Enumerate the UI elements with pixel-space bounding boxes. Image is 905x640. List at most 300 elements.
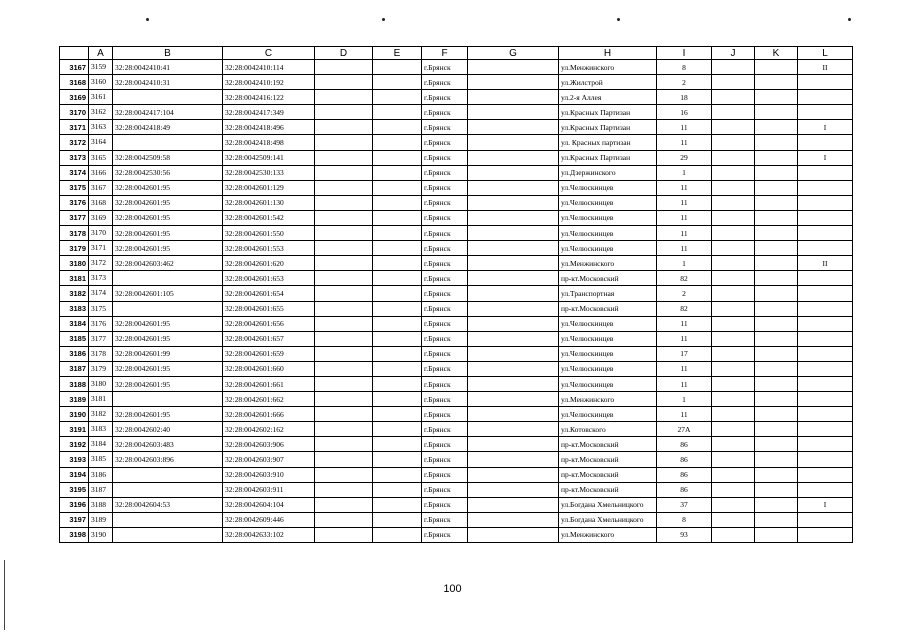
cell-i: 29 (657, 150, 712, 165)
cell-b: 32:28:0042601:95 (113, 316, 223, 331)
cell-l: I (798, 497, 853, 512)
cell-i: 11 (657, 361, 712, 376)
cell-j (712, 467, 755, 482)
cell-a: 3162 (89, 105, 113, 120)
cell-i: 1 (657, 392, 712, 407)
table-row (60, 376, 853, 391)
cell-h: ул.Челюскинцев (559, 376, 657, 391)
cell-a: 3170 (89, 226, 113, 241)
cell-b: 32:28:0042601:95 (113, 361, 223, 376)
cell-c: 32:28:0042601:662 (223, 392, 315, 407)
cell-g (468, 165, 559, 180)
cell-e (373, 407, 422, 422)
cell-a: 3161 (89, 90, 113, 105)
cell-h: ул.Менжинского (559, 527, 657, 542)
cell-a: 3190 (89, 527, 113, 542)
cell-f: г.Брянск (422, 180, 468, 195)
cell-a: 3167 (89, 180, 113, 195)
row-number: 3170 (60, 105, 89, 120)
cell-k (755, 361, 798, 376)
cell-b: 32:28:0042603:896 (113, 452, 223, 467)
row-number: 3177 (60, 210, 89, 225)
cell-h: ул.Жилстрой (559, 75, 657, 90)
cell-b: 32:28:0042601:95 (113, 241, 223, 256)
cell-d (315, 422, 373, 437)
row-number: 3185 (60, 331, 89, 346)
cell-g (468, 316, 559, 331)
cell-g (468, 467, 559, 482)
cell-e (373, 301, 422, 316)
cell-k (755, 452, 798, 467)
cell-d (315, 150, 373, 165)
row-number: 3188 (60, 376, 89, 391)
cell-j (712, 301, 755, 316)
cell-g (468, 497, 559, 512)
cell-b: 32:28:0042601:105 (113, 286, 223, 301)
table-row (60, 90, 853, 105)
cell-a: 3169 (89, 210, 113, 225)
cell-a: 3173 (89, 271, 113, 286)
cell-b: 32:28:0042530:56 (113, 165, 223, 180)
cell-i: 2 (657, 286, 712, 301)
cell-i: 27А (657, 422, 712, 437)
cell-d (315, 482, 373, 497)
cell-e (373, 392, 422, 407)
cell-c: 32:28:0042418:498 (223, 135, 315, 150)
cell-j (712, 180, 755, 195)
cell-h: ул.Богдана Хмельницкого (559, 512, 657, 527)
row-number: 3186 (60, 346, 89, 361)
cell-f: г.Брянск (422, 60, 468, 75)
cell-j (712, 392, 755, 407)
cell-f: г.Брянск (422, 361, 468, 376)
column-header: G (468, 47, 559, 60)
row-number: 3196 (60, 497, 89, 512)
cell-l (798, 180, 853, 195)
cell-a: 3187 (89, 482, 113, 497)
cell-d (315, 120, 373, 135)
cell-g (468, 512, 559, 527)
cell-g (468, 90, 559, 105)
cell-f: г.Брянск (422, 392, 468, 407)
cell-j (712, 120, 755, 135)
cell-h: ул.Челюскинцев (559, 180, 657, 195)
cell-b: 32:28:0042601:95 (113, 180, 223, 195)
cell-h: ул.Транспортная (559, 286, 657, 301)
row-number: 3169 (60, 90, 89, 105)
cell-b (113, 392, 223, 407)
cell-k (755, 120, 798, 135)
cell-f: г.Брянск (422, 241, 468, 256)
column-header: D (315, 47, 373, 60)
cell-a: 3182 (89, 407, 113, 422)
cell-a: 3183 (89, 422, 113, 437)
table-row (60, 301, 853, 316)
table-row (60, 210, 853, 225)
cell-f: г.Брянск (422, 376, 468, 391)
cell-d (315, 165, 373, 180)
cell-l (798, 241, 853, 256)
cell-a: 3159 (89, 60, 113, 75)
cell-d (315, 180, 373, 195)
cell-k (755, 210, 798, 225)
cell-f: г.Брянск (422, 165, 468, 180)
table-row (60, 331, 853, 346)
cell-i: 8 (657, 60, 712, 75)
cell-c: 32:28:0042603:911 (223, 482, 315, 497)
cell-j (712, 256, 755, 271)
cell-a: 3163 (89, 120, 113, 135)
table-row (60, 135, 853, 150)
table-row (60, 361, 853, 376)
cell-j (712, 361, 755, 376)
cell-a: 3177 (89, 331, 113, 346)
cell-b: 32:28:0042601:95 (113, 195, 223, 210)
cell-b: 32:28:0042603:462 (113, 256, 223, 271)
row-number: 3190 (60, 407, 89, 422)
cell-e (373, 316, 422, 331)
cell-b: 32:28:0042418:49 (113, 120, 223, 135)
cell-k (755, 392, 798, 407)
row-number: 3179 (60, 241, 89, 256)
cell-j (712, 226, 755, 241)
cell-d (315, 286, 373, 301)
row-number: 3168 (60, 75, 89, 90)
cell-b: 32:28:0042410:41 (113, 60, 223, 75)
cell-j (712, 150, 755, 165)
row-number: 3197 (60, 512, 89, 527)
cell-g (468, 407, 559, 422)
cell-j (712, 286, 755, 301)
cell-h: пр-кт.Московский (559, 271, 657, 286)
table-row (60, 195, 853, 210)
cell-f: г.Брянск (422, 452, 468, 467)
cell-h: пр-кт.Московский (559, 301, 657, 316)
scan-margin-line (4, 560, 5, 630)
row-number: 3191 (60, 422, 89, 437)
table-row (60, 407, 853, 422)
cell-j (712, 105, 755, 120)
cell-g (468, 271, 559, 286)
cell-f: г.Брянск (422, 90, 468, 105)
scan-dot (382, 18, 385, 21)
row-number: 3172 (60, 135, 89, 150)
cell-i: 11 (657, 180, 712, 195)
cell-g (468, 437, 559, 452)
cell-a: 3176 (89, 316, 113, 331)
cell-i: 11 (657, 120, 712, 135)
cell-h: ул.Красных Партизан (559, 105, 657, 120)
cell-a: 3172 (89, 256, 113, 271)
cell-b: 32:28:0042601:99 (113, 346, 223, 361)
cell-a: 3175 (89, 301, 113, 316)
cell-a: 3184 (89, 437, 113, 452)
cell-c: 32:28:0042633:102 (223, 527, 315, 542)
cell-e (373, 497, 422, 512)
cell-b (113, 301, 223, 316)
cell-d (315, 195, 373, 210)
row-number: 3175 (60, 180, 89, 195)
cell-f: г.Брянск (422, 346, 468, 361)
row-number: 3181 (60, 271, 89, 286)
cell-a: 3168 (89, 195, 113, 210)
cell-l (798, 422, 853, 437)
cell-i: 2 (657, 75, 712, 90)
cell-h: ул.Менжинского (559, 392, 657, 407)
cell-k (755, 226, 798, 241)
cell-d (315, 376, 373, 391)
cell-e (373, 226, 422, 241)
cell-g (468, 346, 559, 361)
cell-g (468, 361, 559, 376)
cell-k (755, 105, 798, 120)
cell-a: 3180 (89, 376, 113, 391)
cell-j (712, 195, 755, 210)
cell-i: 1 (657, 256, 712, 271)
cell-l: I (798, 150, 853, 165)
cell-c: 32:28:0042603:907 (223, 452, 315, 467)
row-number: 3198 (60, 527, 89, 542)
cell-k (755, 346, 798, 361)
cell-e (373, 241, 422, 256)
cell-k (755, 60, 798, 75)
cell-j (712, 437, 755, 452)
cell-e (373, 120, 422, 135)
cell-a: 3185 (89, 452, 113, 467)
spreadsheet-table (59, 46, 853, 543)
cell-e (373, 482, 422, 497)
row-number: 3189 (60, 392, 89, 407)
cell-e (373, 90, 422, 105)
scan-dot (848, 18, 851, 21)
cell-j (712, 316, 755, 331)
table-row (60, 286, 853, 301)
cell-h: пр-кт.Московский (559, 437, 657, 452)
cell-a: 3181 (89, 392, 113, 407)
cell-a: 3160 (89, 75, 113, 90)
column-header: E (373, 47, 422, 60)
column-header: F (422, 47, 468, 60)
cell-j (712, 271, 755, 286)
page-number: 100 (443, 583, 462, 595)
cell-a: 3164 (89, 135, 113, 150)
cell-k (755, 180, 798, 195)
cell-f: г.Брянск (422, 195, 468, 210)
cell-g (468, 482, 559, 497)
cell-a: 3171 (89, 241, 113, 256)
cell-c: 32:28:0042603:910 (223, 467, 315, 482)
cell-e (373, 437, 422, 452)
scan-dot (617, 18, 620, 21)
cell-g (468, 60, 559, 75)
cell-k (755, 437, 798, 452)
cell-f: г.Брянск (422, 527, 468, 542)
cell-c: 32:28:0042601:653 (223, 271, 315, 286)
table-row (60, 422, 853, 437)
cell-e (373, 271, 422, 286)
cell-e (373, 60, 422, 75)
cell-j (712, 331, 755, 346)
cell-h: пр-кт.Московский (559, 452, 657, 467)
cell-c: 32:28:0042601:130 (223, 195, 315, 210)
row-number: 3193 (60, 452, 89, 467)
cell-i: 86 (657, 467, 712, 482)
table-row (60, 512, 853, 527)
row-number: 3173 (60, 150, 89, 165)
cell-f: г.Брянск (422, 210, 468, 225)
cell-g (468, 135, 559, 150)
cell-e (373, 376, 422, 391)
cell-j (712, 376, 755, 391)
table-row (60, 241, 853, 256)
row-number: 3176 (60, 195, 89, 210)
cell-h: ул. Красных партизан (559, 135, 657, 150)
cell-b: 32:28:0042601:95 (113, 210, 223, 225)
cell-f: г.Брянск (422, 135, 468, 150)
cell-e (373, 256, 422, 271)
cell-c: 32:28:0042601:661 (223, 376, 315, 391)
cell-c: 32:28:0042530:133 (223, 165, 315, 180)
table-row (60, 180, 853, 195)
scan-dot (146, 18, 149, 21)
cell-g (468, 226, 559, 241)
cell-e (373, 165, 422, 180)
cell-e (373, 75, 422, 90)
cell-h: ул.2-я Аллея (559, 90, 657, 105)
cell-d (315, 316, 373, 331)
cell-i: 86 (657, 437, 712, 452)
cell-l (798, 271, 853, 286)
table-row (60, 150, 853, 165)
cell-g (468, 392, 559, 407)
cell-j (712, 407, 755, 422)
cell-j (712, 75, 755, 90)
cell-h: ул.Челюскинцев (559, 226, 657, 241)
cell-e (373, 331, 422, 346)
column-header: B (113, 47, 223, 60)
cell-l (798, 452, 853, 467)
table-row (60, 346, 853, 361)
cell-h: ул.Челюскинцев (559, 195, 657, 210)
cell-h: ул.Дзержинского (559, 165, 657, 180)
cell-f: г.Брянск (422, 437, 468, 452)
cell-k (755, 482, 798, 497)
cell-f: г.Брянск (422, 331, 468, 346)
cell-b (113, 90, 223, 105)
cell-l (798, 407, 853, 422)
cell-b: 32:28:0042602:40 (113, 422, 223, 437)
cell-g (468, 105, 559, 120)
cell-e (373, 195, 422, 210)
cell-e (373, 527, 422, 542)
cell-g (468, 376, 559, 391)
cell-d (315, 90, 373, 105)
cell-h: ул.Челюскинцев (559, 346, 657, 361)
table-row (60, 256, 853, 271)
cell-a: 3174 (89, 286, 113, 301)
cell-f: г.Брянск (422, 497, 468, 512)
cell-f: г.Брянск (422, 422, 468, 437)
cell-h: ул.Челюскинцев (559, 241, 657, 256)
cell-c: 32:28:0042509:141 (223, 150, 315, 165)
cell-j (712, 482, 755, 497)
cell-g (468, 256, 559, 271)
row-number: 3195 (60, 482, 89, 497)
cell-g (468, 301, 559, 316)
cell-k (755, 241, 798, 256)
cell-f: г.Брянск (422, 301, 468, 316)
cell-b: 32:28:0042601:95 (113, 331, 223, 346)
cell-i: 82 (657, 301, 712, 316)
cell-h: ул.Челюскинцев (559, 316, 657, 331)
cell-d (315, 301, 373, 316)
cell-i: 86 (657, 482, 712, 497)
cell-a: 3188 (89, 497, 113, 512)
cell-f: г.Брянск (422, 286, 468, 301)
cell-a: 3178 (89, 346, 113, 361)
cell-l (798, 226, 853, 241)
cell-c: 32:28:0042416:122 (223, 90, 315, 105)
column-header: A (89, 47, 113, 60)
cell-b (113, 271, 223, 286)
cell-d (315, 407, 373, 422)
cell-c: 32:28:0042601:654 (223, 286, 315, 301)
cell-h: ул.Челюскинцев (559, 331, 657, 346)
cell-e (373, 346, 422, 361)
cell-l (798, 392, 853, 407)
cell-d (315, 75, 373, 90)
cell-h: пр-кт.Московский (559, 467, 657, 482)
cell-g (468, 331, 559, 346)
cell-b: 32:28:0042509:58 (113, 150, 223, 165)
cell-l (798, 482, 853, 497)
cell-k (755, 512, 798, 527)
column-header: L (798, 47, 853, 60)
cell-i: 11 (657, 195, 712, 210)
cell-b (113, 467, 223, 482)
cell-i: 86 (657, 452, 712, 467)
table-row (60, 467, 853, 482)
cell-f: г.Брянск (422, 467, 468, 482)
cell-i: 18 (657, 90, 712, 105)
column-header: I (657, 47, 712, 60)
cell-i: 11 (657, 210, 712, 225)
row-number: 3178 (60, 226, 89, 241)
cell-i: 16 (657, 105, 712, 120)
cell-c: 32:28:0042601:550 (223, 226, 315, 241)
cell-h: пр-кт.Московский (559, 482, 657, 497)
cell-k (755, 407, 798, 422)
cell-d (315, 271, 373, 286)
cell-f: г.Брянск (422, 256, 468, 271)
cell-g (468, 180, 559, 195)
cell-i: 11 (657, 135, 712, 150)
row-number: 3180 (60, 256, 89, 271)
cell-i: 11 (657, 376, 712, 391)
cell-i: 8 (657, 512, 712, 527)
cell-b (113, 482, 223, 497)
cell-l (798, 316, 853, 331)
cell-f: г.Брянск (422, 120, 468, 135)
cell-j (712, 165, 755, 180)
cell-d (315, 226, 373, 241)
cell-d (315, 527, 373, 542)
cell-k (755, 271, 798, 286)
cell-a: 3186 (89, 467, 113, 482)
cell-l (798, 437, 853, 452)
cell-c: 32:28:0042601:660 (223, 361, 315, 376)
cell-f: г.Брянск (422, 271, 468, 286)
